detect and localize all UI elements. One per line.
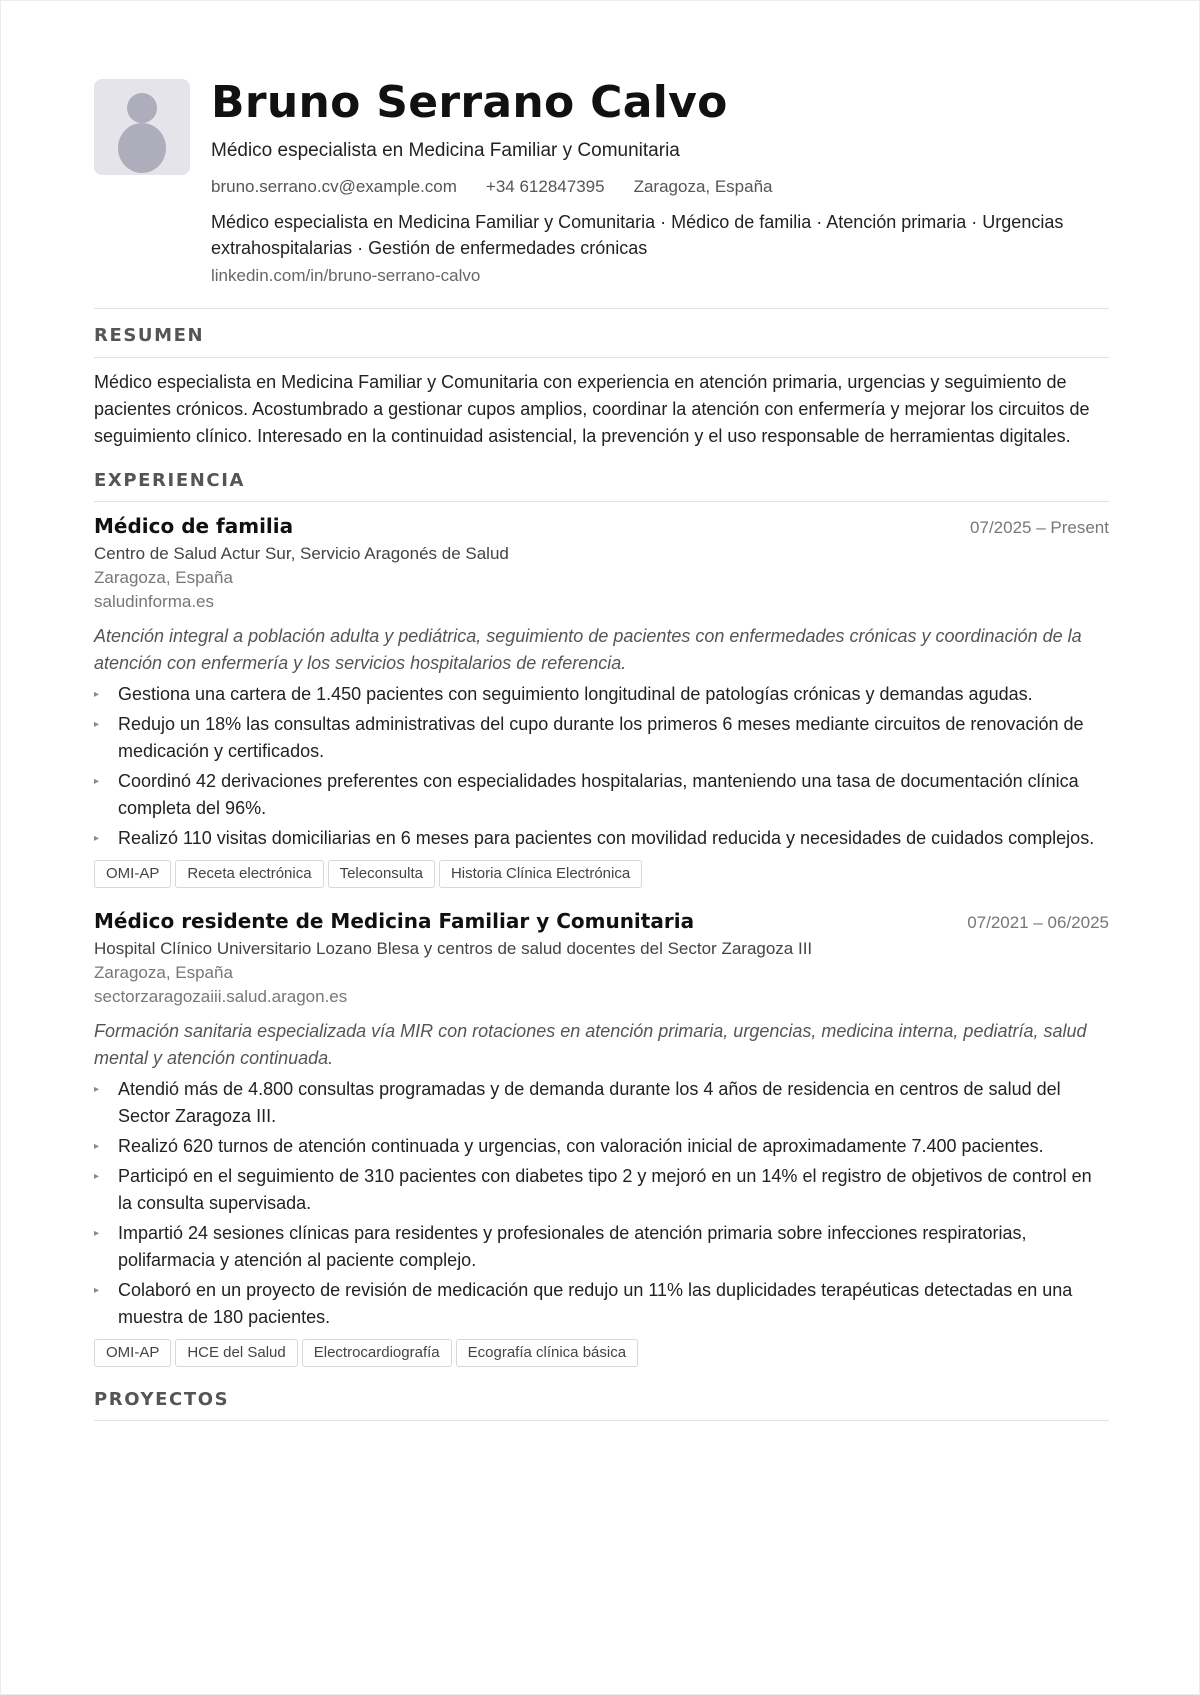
skill-tag: HCE del Salud: [175, 1339, 297, 1367]
section-divider: [94, 501, 1109, 502]
skill-tag: OMI-AP: [94, 860, 171, 888]
section-title-summary: RESUMEN: [94, 325, 205, 346]
job-header: [94, 513, 1109, 539]
bullet-icon: ▸: [94, 689, 100, 700]
job-organization: Centro de Salud Actur Sur, Servicio Aragonés de Salud: [94, 544, 509, 563]
skill-tag: Electrocardiografía: [302, 1339, 452, 1367]
list-item-text: Realizó 110 visitas domiciliarias en 6 meses para pacientes con movilidad reducida y necesidades de cuidados complejos.: [118, 828, 1095, 848]
list-item: [94, 1076, 1109, 1130]
list-item-text: Redujo un 18% las consultas administrativas del cupo durante los primeros 6 meses mediante circuitos de renovación de medicación y certificados.: [118, 714, 1084, 761]
job-dates: 07/2025 – Present: [970, 518, 1109, 537]
job-header: [94, 908, 1109, 934]
header-info: [211, 79, 1109, 287]
bullet-icon: ▸: [94, 1171, 100, 1182]
job-website-link[interactable]: sectorzaragozaiii.salud.aragon.es: [94, 987, 348, 1006]
skill-tag: Historia Clínica Electrónica: [439, 860, 642, 888]
job-website-link[interactable]: saludinforma.es: [94, 592, 215, 611]
section-divider: [94, 357, 1109, 358]
job-achievements: [94, 1076, 1109, 1331]
avatar-body-icon: [118, 123, 166, 173]
phone-link[interactable]: +34 612847395: [485, 177, 605, 196]
tagline: Médico especialista en Medicina Familiar y Comunitaria · Médico de familia · Atención primaria · Urgencias extrahospitalarias · Gestión de enfermedades crónicas: [211, 212, 1064, 258]
list-item: [94, 825, 1109, 852]
bullet-icon: ▸: [94, 833, 100, 844]
bullet-icon: ▸: [94, 1228, 100, 1239]
job-entry: [94, 513, 1109, 888]
list-item: [94, 1277, 1109, 1331]
list-item-text: Atendió más de 4.800 consultas programadas y de demanda durante los 4 años de residencia en centros de salud del Sector Zaragoza III.: [118, 1079, 1061, 1126]
contact-line: [211, 176, 1109, 198]
job-achievements: [94, 681, 1109, 852]
job-organization: Hospital Clínico Universitario Lozano Blesa y centros de salud docentes del Sector Zaragoza III: [94, 939, 813, 958]
list-item-text: Impartió 24 sesiones clínicas para residentes y profesionales de atención primaria sobre infecciones respiratorias, polifarmacia y atención al paciente complejo.: [118, 1223, 1027, 1270]
list-item: [94, 711, 1109, 765]
section-title-projects: PROYECTOS: [94, 1389, 230, 1410]
job-entry: [94, 908, 1109, 1367]
job-location: Zaragoza, España: [94, 963, 233, 982]
linkedin-link[interactable]: linkedin.com/in/bruno-serrano-calvo: [211, 266, 481, 285]
list-item: [94, 768, 1109, 822]
list-item-text: Coordinó 42 derivaciones preferentes con especialidades hospitalarias, manteniendo una tasa de documentación clínica completa del 96%.: [118, 771, 1079, 818]
location-text: Zaragoza, España: [633, 177, 773, 196]
summary-text: Médico especialista en Medicina Familiar y Comunitaria con experiencia en atención primaria, urgencias y seguimiento de pacientes crónicos. Acostumbrado a gestionar cupos amplios, coordinar la atención con enfermería y mejorar los circuitos de seguimiento clínico. Interesado en la continuidad asistencial, la prevención y el uso responsable de herramientas digitales.: [94, 372, 1090, 446]
job-description: Formación sanitaria especializada vía MIR con rotaciones en atención primaria, urgencias, medicina interna, pediatría, salud mental y atención continuada.: [94, 1021, 1087, 1068]
bullet-icon: ▸: [94, 1285, 100, 1296]
list-item: [94, 1133, 1109, 1160]
list-item: [94, 681, 1109, 708]
list-item-text: Colaboró en un proyecto de revisión de medicación que redujo un 11% las duplicidades terapéuticas detectadas en una muestra de 180 pacientes.: [118, 1280, 1073, 1327]
section-divider: [94, 1420, 1109, 1421]
list-item-text: Participó en el seguimiento de 310 pacientes con diabetes tipo 2 y mejoró en un 14% el registro de objetivos de control en la consulta supervisada.: [118, 1166, 1092, 1213]
person-name: Bruno Serrano Calvo: [211, 77, 728, 128]
bullet-icon: ▸: [94, 1141, 100, 1152]
job-title: Médico de familia: [94, 514, 294, 538]
email-link[interactable]: bruno.serrano.cv@example.com: [211, 177, 457, 196]
resume-content: [94, 79, 1109, 1421]
avatar: [94, 79, 190, 175]
bullet-icon: ▸: [94, 1084, 100, 1095]
skill-tag: OMI-AP: [94, 1339, 171, 1367]
bullet-icon: ▸: [94, 776, 100, 787]
skill-tags: [94, 1339, 1109, 1367]
list-item-text: Realizó 620 turnos de atención continuada y urgencias, con valoración inicial de aproximadamente 7.400 pacientes.: [118, 1136, 1044, 1156]
skill-tag: Ecografía clínica básica: [456, 1339, 638, 1367]
list-item-text: Gestiona una cartera de 1.450 pacientes con seguimiento longitudinal de patologías crónicas y demandas agudas.: [118, 684, 1033, 704]
avatar-head-icon: [127, 93, 157, 123]
bullet-icon: ▸: [94, 719, 100, 730]
job-title: Médico residente de Medicina Familiar y Comunitaria: [94, 909, 695, 933]
person-subtitle: Médico especialista en Medicina Familiar y Comunitaria: [211, 140, 680, 161]
list-item: [94, 1220, 1109, 1274]
header-divider: [94, 308, 1109, 309]
skill-tag: Receta electrónica: [175, 860, 323, 888]
section-title-experience: EXPERIENCIA: [94, 470, 246, 491]
job-dates: 07/2021 – 06/2025: [967, 913, 1109, 932]
skill-tags: [94, 860, 1109, 888]
skill-tag: Teleconsulta: [328, 860, 435, 888]
job-description: Atención integral a población adulta y pediátrica, seguimiento de pacientes con enfermedades crónicas y coordinación de la atención con enfermería y los servicios hospitalarios de referencia.: [94, 626, 1082, 673]
job-location: Zaragoza, España: [94, 568, 233, 587]
list-item: [94, 1163, 1109, 1217]
resume-header: [94, 79, 1109, 287]
